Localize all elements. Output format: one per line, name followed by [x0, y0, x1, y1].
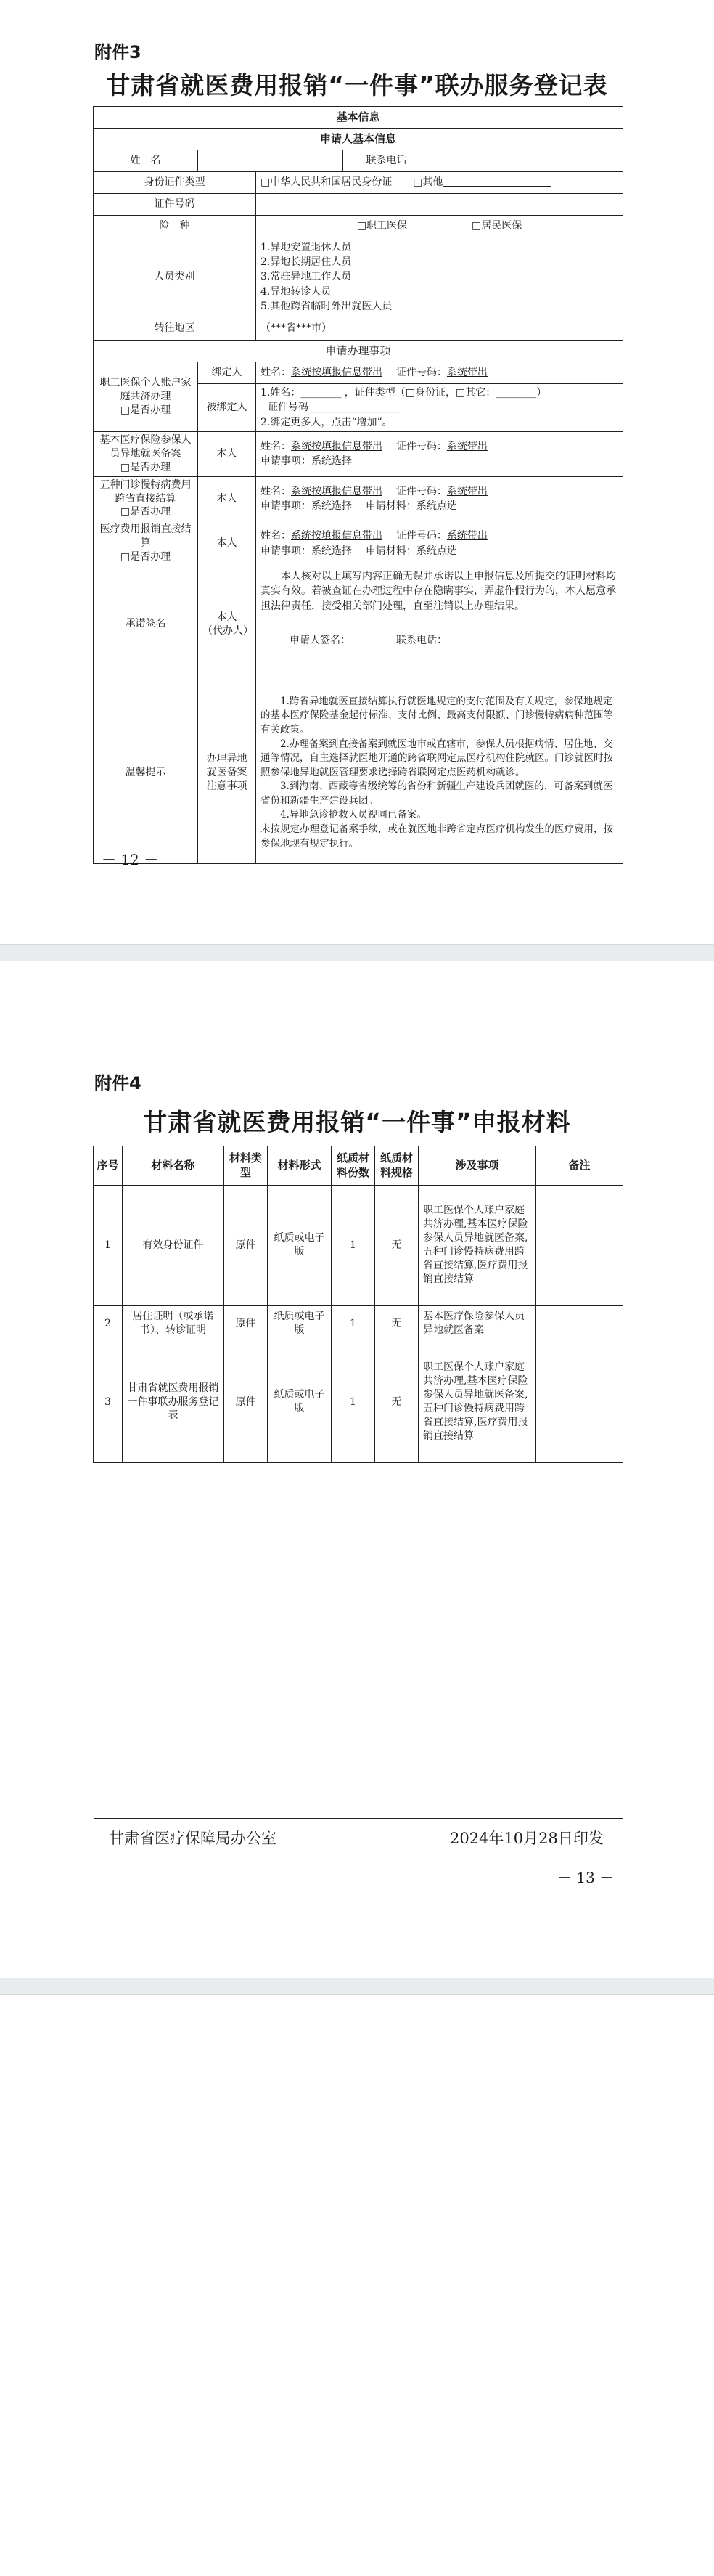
r3-id-value: 系统带出	[446, 530, 488, 542]
table-row	[94, 1342, 623, 1462]
header-spec: 纸质材料规格	[375, 1146, 419, 1186]
section-basic-info: 基本信息	[94, 107, 623, 129]
commitment-person-label: 本人 （代办人）	[198, 566, 256, 682]
tips-text: 1.跨省异地就医直接结算执行就医地规定的支付范围及有关规定，参保地规定的基本医疗保险基金起付标准、支付比例、最高支付限额、门诊慢特病病种范围等有关政策。 2.办理备案到直接备案到就医地市或直辖市，参保人员根据病情、居住地、交通等情况，自主选择就医地开通的跨省联网定点医疗机构住院就医。门诊就医时按照参保地异地就医管理要求选择跨省联网定点医药机构就诊。 3.到海南、西藏等省级统筹的省份和新疆生产建设兵团就医的，可备案到就医省份和新疆生产建设兵团。 4.异地急诊抢救人员视同已备案。 未按规定办理登记备案手续，或在就医地非跨省定点医疗机构发生的医疗费用，按参保地现有规定执行。	[256, 682, 623, 864]
tips-sub-label: 办理异地就医备案注意事项	[198, 682, 256, 864]
row-note	[536, 1342, 623, 1462]
insurance-label: 险 种	[94, 216, 256, 237]
name-field[interactable]	[198, 150, 343, 172]
row-copies: 1	[332, 1342, 375, 1462]
footer-org: 甘肃省医疗保障局办公室	[109, 1830, 276, 1847]
r1-id-prefix: 证件号码：	[395, 441, 447, 453]
bound-line-3[interactable]: 2.绑定更多人，点击“增加”。	[260, 416, 393, 428]
page-number-12: － 12 －	[102, 851, 159, 868]
transfer-field[interactable]: （***省***市）	[256, 317, 623, 341]
registration-form-table	[93, 106, 623, 864]
r3-material-value[interactable]: 系统点选	[416, 545, 457, 557]
table-row	[94, 1185, 623, 1305]
row-type: 原件	[224, 1342, 268, 1462]
r1-matter-prefix: 申请事项：	[260, 455, 311, 468]
commitment-label: 承诺签名	[94, 566, 198, 682]
insurance-option-resident[interactable]: □居民医保	[471, 220, 522, 232]
tips-label: 温馨提示	[94, 682, 198, 864]
medical-fee-label[interactable]: 医疗费用报销直接结算 □是否办理	[94, 521, 198, 566]
id-type-options[interactable]	[256, 172, 623, 194]
row-matters: 职工医保个人账户家庭共济办理,基本医疗保险参保人员异地就医备案,五种门诊慢特病费用跨省直接结算,医疗费用报销直接结算	[419, 1342, 536, 1462]
r2-id-value: 系统带出	[446, 485, 488, 497]
binder-label: 绑定人	[198, 362, 256, 384]
header-name: 材料名称	[123, 1146, 224, 1186]
header-copies: 纸质材料份数	[332, 1146, 375, 1186]
r1-id-value: 系统带出	[446, 441, 488, 453]
commitment-content	[256, 566, 623, 682]
table-row	[94, 1305, 623, 1342]
chronic-label[interactable]: 五种门诊慢特病费用跨省直接结算 □是否办理	[94, 476, 198, 521]
id-number-label: 证件号码	[94, 194, 256, 216]
r1-name-value: 系统按填报信息带出	[291, 441, 382, 453]
family-account-label[interactable]: 职工医保个人账户家庭共济办理 □是否办理	[94, 362, 198, 432]
r3-id-prefix: 证件号码：	[395, 530, 447, 542]
row-name: 甘肃省就医费用报销一件事联办服务登记表	[123, 1342, 224, 1462]
r2-matter-value[interactable]: 系统选择	[311, 500, 352, 512]
row-spec: 无	[375, 1305, 419, 1342]
r3-material-prefix: 申请材料：	[365, 545, 416, 557]
row-copies: 1	[332, 1185, 375, 1305]
phone-field[interactable]	[430, 150, 623, 172]
transfer-label: 转往地区	[94, 317, 256, 341]
footer-top-rule	[94, 1818, 623, 1819]
r3-name-prefix: 姓名：	[260, 530, 291, 542]
insurance-options[interactable]	[256, 216, 623, 237]
page-gap	[0, 944, 714, 961]
row-form: 纸质或电子版	[268, 1185, 332, 1305]
materials-table	[93, 1146, 623, 1463]
r1-name-prefix: 姓名：	[260, 441, 291, 453]
attachment-label-4: 附件4	[94, 1073, 141, 1093]
row-name: 居住证明（或承诺书）、转诊证明	[123, 1305, 224, 1342]
insurance-option-employee[interactable]: □职工医保	[356, 220, 408, 232]
r3-matter-value[interactable]: 系统选择	[311, 545, 352, 557]
binder-id-prefix: 证件号码：	[395, 367, 447, 379]
id-number-field[interactable]	[256, 194, 623, 216]
r2-material-prefix: 申请材料：	[365, 500, 416, 512]
page-number-13: － 13 －	[557, 1869, 615, 1886]
row-spec: 无	[375, 1185, 419, 1305]
row-form: 纸质或电子版	[268, 1342, 332, 1462]
row-no: 1	[94, 1185, 123, 1305]
header-form: 材料形式	[268, 1146, 332, 1186]
attachment-label: 附件3	[94, 42, 141, 62]
r2-name-prefix: 姓名：	[260, 485, 291, 497]
row-no: 3	[94, 1342, 123, 1462]
page-gap	[0, 1978, 714, 1995]
medical-fee-info	[256, 521, 623, 566]
id-type-option-resident[interactable]: □中华人民共和国居民身份证	[260, 176, 393, 189]
chronic-self: 本人	[198, 476, 256, 521]
blank-page	[0, 1995, 714, 2576]
bound-label: 被绑定人	[198, 384, 256, 432]
header-matters: 涉及事项	[419, 1146, 536, 1186]
page-13	[0, 961, 714, 1978]
person-type-options[interactable]: 1.异地安置退休人员 2.异地长期居住人员 3.常驻异地工作人员 4.异地转诊人员 5.其他跨省临时外出就医人员	[256, 237, 623, 317]
form-title: 甘肃省就医费用报销“一件事”联办服务登记表	[106, 71, 608, 99]
r2-material-value[interactable]: 系统点选	[416, 500, 457, 512]
chronic-info	[256, 476, 623, 521]
row-no: 2	[94, 1305, 123, 1342]
r2-matter-prefix: 申请事项：	[260, 500, 311, 512]
bound-line-2[interactable]: 证件号码__________________	[268, 402, 400, 414]
r1-matter-value[interactable]: 系统选择	[311, 455, 352, 468]
phone-label: 联系电话	[343, 150, 430, 172]
remote-filing-self: 本人	[198, 432, 256, 477]
row-spec: 无	[375, 1342, 419, 1462]
bound-info[interactable]	[256, 384, 623, 432]
id-type-option-other[interactable]: □其他	[413, 176, 443, 189]
binder-info	[256, 362, 623, 384]
row-type: 原件	[224, 1185, 268, 1305]
page-12	[0, 0, 714, 944]
header-no: 序号	[94, 1146, 123, 1186]
row-copies: 1	[332, 1305, 375, 1342]
row-matters: 基本医疗保险参保人员异地就医备案	[419, 1305, 536, 1342]
r3-name-value: 系统按填报信息带出	[291, 530, 382, 542]
row-note	[536, 1185, 623, 1305]
commitment-text: 本人核对以上填写内容正确无误并承诺以上申报信息及所提交的证明材料均真实有效。若被查证在办理过程中存在隐瞒事实，弄虚作假行为的，本人愿意承担法律责任，接受相关部门处理，直至注销以上办理结果。	[260, 571, 616, 612]
r2-id-prefix: 证件号码：	[395, 485, 447, 497]
row-type: 原件	[224, 1305, 268, 1342]
section-matters: 申请办理事项	[94, 341, 623, 362]
binder-name-prefix: 姓名：	[260, 367, 291, 379]
binder-id-value: 系统带出	[446, 367, 488, 379]
row-form: 纸质或电子版	[268, 1305, 332, 1342]
r2-name-value: 系统按填报信息带出	[291, 485, 382, 497]
header-note: 备注	[536, 1146, 623, 1186]
binder-name-value: 系统按填报信息带出	[291, 367, 382, 379]
header-type: 材料类型	[224, 1146, 268, 1186]
remote-filing-info	[256, 432, 623, 477]
row-name: 有效身份证件	[123, 1185, 224, 1305]
person-type-label: 人员类别	[94, 237, 256, 317]
section-applicant-info: 申请人基本信息	[94, 129, 623, 150]
r3-matter-prefix: 申请事项：	[260, 545, 311, 557]
row-matters: 职工医保个人账户家庭共济办理,基本医疗保险参保人员异地就医备案,五种门诊慢特病费用跨省直接结算,医疗费用报销直接结算	[419, 1185, 536, 1305]
bound-line-1[interactable]: 1.姓名：________ ，证件类型（□身份证，□其它：________）	[260, 387, 547, 399]
materials-title: 甘肃省就医费用报销“一件事”申报材料	[143, 1108, 571, 1136]
id-type-label: 身份证件类型	[94, 172, 256, 194]
remote-filing-label[interactable]: 基本医疗保险参保人员异地就医备案 □是否办理	[94, 432, 198, 477]
signature-line[interactable]: 申请人签名： 联系电话：	[290, 634, 447, 646]
row-note	[536, 1305, 623, 1342]
medical-fee-self: 本人	[198, 521, 256, 566]
footer-date: 2024年10月28日印发	[450, 1830, 604, 1847]
name-label: 姓 名	[94, 150, 198, 172]
